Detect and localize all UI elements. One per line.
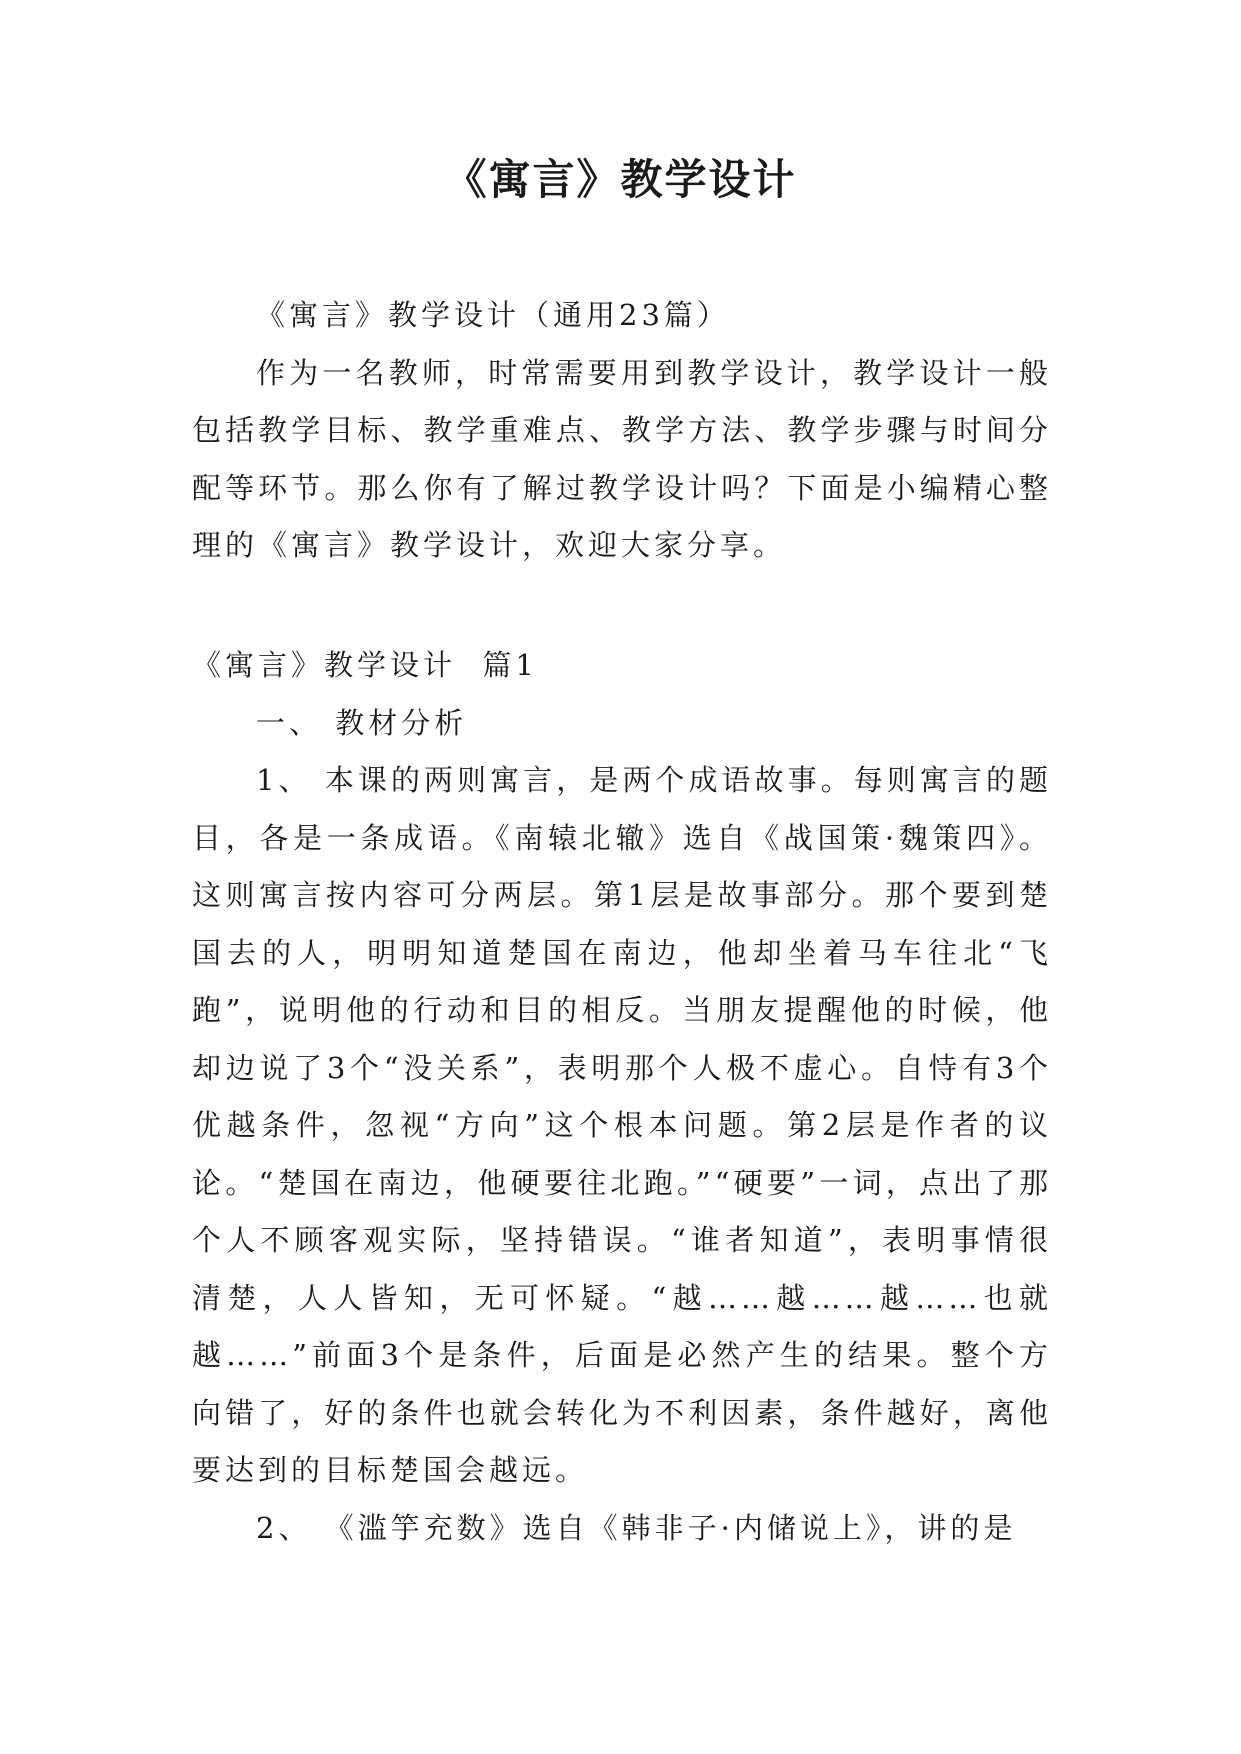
body-paragraph-1: 1、 本课的两则寓言，是两个成语故事。每则寓言的题目，各是一条成语。《南辕北辙》选自《战国策·魏策四》。这则寓言按内容可分两层。第1层是故事部分。那个要到楚国去的人，明明知道楚国在南边，他却坐着马车往北“飞跑”，说明他的行动和目的相反。当朋友提醒他的时候，他却边说了3个“没关系”，表明那个人极不虚心。自恃有3个优越条件，忽视“方向”这个根本问题。第2层是作者的议论。“楚国在南边，他硬要往北跑。”“硬要”一词，点出了那个人不顾客观实际，坚持错误。“谁者知道”，表明事情很清楚，人人皆知，无可怀疑。“越……越……越……也就越……”前面3个是条件，后面是必然产生的结果。整个方向错了，好的条件也就会转化为不利因素，条件越好，离他要达到的目标楚国会越远。	[192, 763, 1052, 1487]
intro-block	[192, 287, 1052, 575]
section-subheading: 一、 教材分析	[256, 705, 468, 740]
document-title: 《寓言》教学设计	[444, 155, 797, 204]
section-heading: 《寓言》教学设计 篇1	[192, 648, 538, 682]
intro-subtitle: 《寓言》教学设计（通用23篇）	[256, 298, 730, 332]
section-block	[192, 637, 1052, 1557]
intro-paragraph: 作为一名教师，时常需要用到教学设计，教学设计一般包括教学目标、教学重难点、教学方法、教学步骤与时间分配等环节。那么你有了解过教学设计吗？下面是小编精心整理的《寓言》教学设计，欢迎大家分享。	[192, 355, 1052, 562]
body-paragraph-2: 2、 《滥竽充数》选自《韩非子·内储说上》，讲的是	[256, 1510, 1017, 1545]
